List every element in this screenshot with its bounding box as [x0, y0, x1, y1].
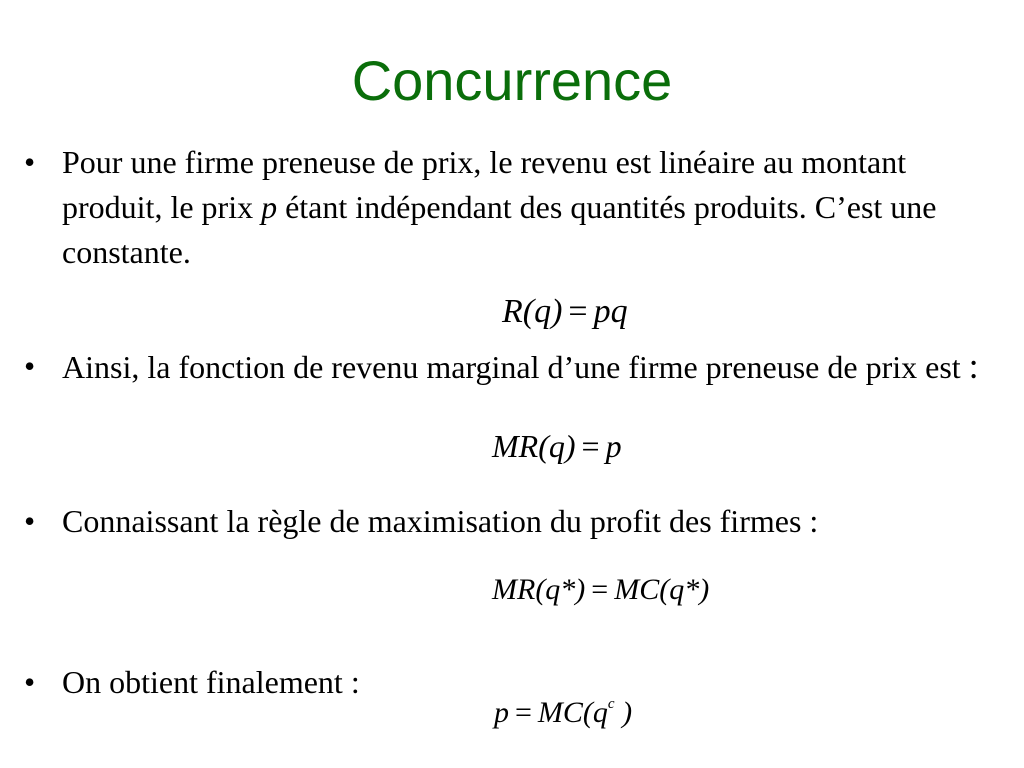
formula-rhs: MC(q*)	[614, 573, 710, 606]
formula-rhs-post: )	[614, 696, 633, 729]
bullet-item-marginal-revenue	[24, 344, 1004, 390]
formula-equals: =	[591, 573, 609, 606]
bullet-dot: •	[24, 503, 36, 539]
formula-revenue	[502, 293, 628, 331]
bullet-text	[62, 344, 1004, 390]
formula-superscript: c	[607, 696, 615, 712]
bullet-item-price-taker	[24, 140, 1004, 275]
formula-equals: =	[515, 696, 532, 729]
bullet-colon: :	[968, 346, 979, 386]
formula-rhs: p	[605, 428, 622, 464]
formula-lhs: MR(q*)	[492, 573, 586, 606]
bullet-text: On obtient finalement :	[62, 664, 360, 700]
slide-title: Concurrence	[351, 49, 673, 112]
bullet-dot: •	[24, 144, 36, 180]
formula-profit-max	[492, 573, 709, 607]
formula-equals: =	[568, 293, 588, 330]
bullet-dot: •	[24, 348, 36, 384]
bullet-text-part: Pour une firme preneuse de prix, le revenu est linéaire au montant produit, le prix	[62, 144, 907, 225]
bullet-item-profit-rule	[24, 499, 1004, 544]
bullet-dot: •	[24, 664, 36, 700]
formula-rhs-pre: MC(q	[537, 696, 608, 729]
bullet-text	[62, 140, 1004, 275]
formula-lhs: R(q)	[502, 293, 563, 330]
formula-equals: =	[581, 428, 600, 464]
formula-lhs: MR(q)	[492, 428, 576, 464]
formula-lhs: p	[494, 696, 509, 729]
bullet-text-part: étant indépendant des quantités produits. C’est une constante.	[62, 189, 937, 270]
bullet-text: Connaissant la règle de maximisation du profit des firmes :	[62, 503, 819, 539]
formula-rhs	[538, 696, 632, 729]
formula-final	[494, 696, 632, 730]
price-variable: p	[261, 189, 278, 225]
formula-rhs: pq	[593, 293, 628, 330]
bullet-text-part: Ainsi, la fonction de revenu marginal d’une firme preneuse de prix est	[62, 349, 969, 385]
formula-marginal-revenue	[492, 428, 622, 465]
